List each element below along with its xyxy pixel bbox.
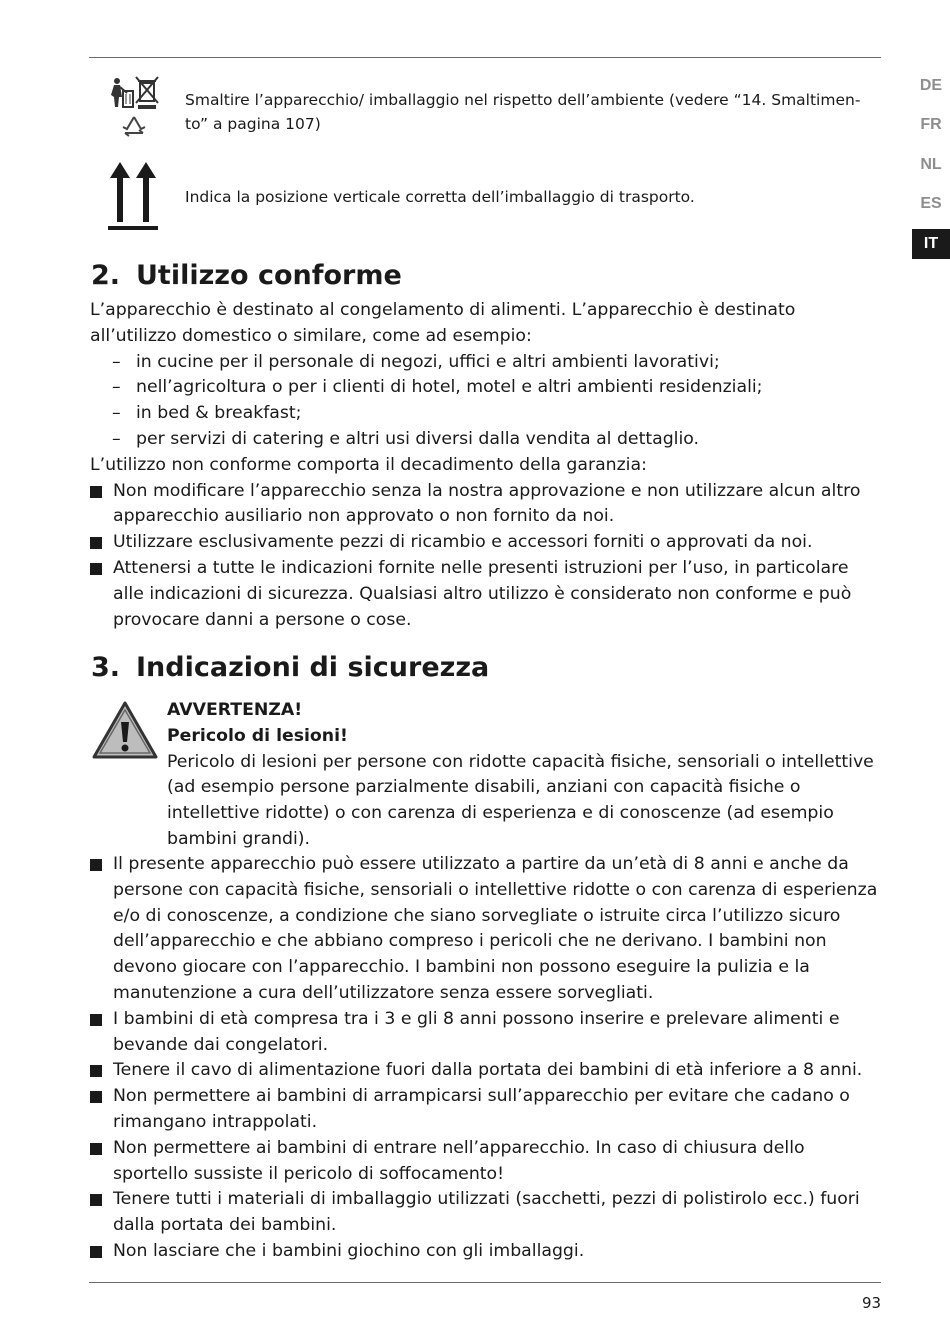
section-2-intro: L’apparecchio è destinato al congelamento di alimenti. L’apparecchio è destinato all’utilizzo domestico o similare, come ad esempio:	[90, 300, 796, 346]
square-bullet-icon	[90, 1014, 102, 1026]
warning-triangle-icon	[91, 700, 159, 760]
bullet-text: Non permettere ai bambini di arrampicarsi sull’apparecchio per evitare che cadano o rimangano intrappolati.	[113, 1086, 850, 1132]
bullet-item	[90, 530, 880, 556]
square-bullet-icon	[90, 537, 102, 549]
lang-tab-nl[interactable]: NL	[920, 156, 942, 173]
dash-item: – per servizi di catering e altri usi diversi dalla vendita al dettaglio.	[90, 427, 880, 453]
dash-item: – nell’agricoltura o per i clienti di hotel, motel e altri ambienti residenziali;	[90, 375, 880, 401]
square-bullet-icon	[90, 1065, 102, 1077]
bullet-item	[90, 1007, 880, 1059]
bullet-item	[90, 1058, 880, 1084]
warning-block	[167, 698, 887, 853]
square-bullet-icon	[90, 563, 102, 575]
section-2-number: 2.	[91, 260, 121, 291]
lang-tab-de[interactable]: DE	[919, 77, 943, 94]
warning-subtitle: Pericolo di lesioni!	[167, 725, 348, 746]
disposal-note-line-2: to” a pagina 107)	[185, 115, 321, 133]
section-3-heading	[91, 652, 489, 683]
bottom-rule	[89, 1282, 881, 1283]
warranty-note: L’utilizzo non conforme comporta il decadimento della garanzia:	[90, 454, 647, 475]
square-bullet-icon	[90, 1091, 102, 1103]
square-bullet-icon	[90, 1143, 102, 1155]
warning-text: Pericolo di lesioni per persone con ridotte capacità fisiche, sensoriali o intellettive (ad esempio persone parzialmente disabili, anziani con capacità fisiche o intellettive ridotte) o con carenza di esperienza e di conoscenze (ad esempio bambini grandi).	[167, 751, 874, 849]
bullet-item	[90, 479, 880, 531]
square-bullet-icon	[90, 486, 102, 498]
bullet-item	[90, 1136, 880, 1188]
disposal-note-line-1: Smaltire l’apparecchio/ imballaggio nel rispetto dell’ambiente (vedere “14. Smaltimen-	[185, 91, 861, 109]
this-way-up-arrows-icon	[108, 160, 158, 232]
bullet-text: Attenersi a tutte le indicazioni fornite nelle presenti istruzioni per l’uso, in particolare alle indicazioni di sicurezza. Qualsiasi altro utilizzo è considerato non conforme e può provocare danni a persone o cose.	[113, 557, 852, 630]
bullet-text: Tenere il cavo di alimentazione fuori dalla portata dei bambini di età inferiore a 8 anni.	[113, 1060, 863, 1081]
bullet-item	[90, 1084, 880, 1136]
section-2-heading	[91, 260, 402, 291]
upright-position-note: Indica la posizione verticale corretta dell’imballaggio di trasporto.	[185, 188, 695, 206]
section-3-title: Indicazioni di sicurezza	[136, 652, 490, 683]
page-number: 93	[862, 1294, 882, 1312]
section-3-body	[90, 852, 880, 1265]
bullet-item	[90, 556, 880, 633]
recycling-disposal-icon	[105, 75, 163, 145]
dash-item: – in bed & breakfast;	[90, 401, 880, 427]
dash-item: – in cucine per il personale di negozi, uffici e altri ambienti lavorativi;	[90, 350, 880, 376]
bullet-item	[90, 1239, 880, 1265]
lang-tab-fr[interactable]: FR	[920, 116, 942, 133]
bullet-text: Tenere tutti i materiali di imballaggio utilizzati (sacchetti, pezzi di polistirolo ecc.) fuori dalla portata dei bambini.	[113, 1189, 860, 1236]
bullet-text: I bambini di età compresa tra i 3 e gli 8 anni possono inserire e prelevare alimenti e bevande dai congelatori.	[113, 1008, 840, 1055]
bullet-text: Utilizzare esclusivamente pezzi di ricambio e accessori forniti o approvati da noi.	[113, 532, 813, 553]
square-bullet-icon	[90, 859, 102, 871]
disposal-note	[185, 88, 860, 136]
square-bullet-icon	[90, 1246, 102, 1258]
bullet-text: Non modificare l’apparecchio senza la nostra approvazione e non utilizzare alcun altro apparecchio ausiliario non approvato o non fornito da noi.	[113, 480, 861, 527]
square-bullet-icon	[90, 1194, 102, 1206]
lang-tab-it[interactable]: IT	[912, 229, 950, 259]
section-2-body	[90, 298, 880, 633]
bullet-item	[90, 852, 880, 1007]
bullet-item	[90, 1187, 880, 1239]
warning-label: AVVERTENZA!	[167, 700, 303, 720]
lang-tab-es[interactable]: ES	[920, 195, 942, 212]
section-2-title: Utilizzo conforme	[136, 260, 402, 291]
bullet-text: Il presente apparecchio può essere utilizzato a partire da un’età di 8 anni e anche da persone con capacità fisiche, sensoriali o intellettive ridotte o con carenza di esperienza e/o di conoscenze, a condizione che siano sorvegliate o istruite circa l’utilizzo sicuro dell’apparecchio e che abbiano compreso i pericoli che ne derivano. I bambini non devono giocare con l’apparecchio. I bambini non possono eseguire la pulizia e la manutenzione a cura dell’utilizzatore senza essere sorvegliati.	[113, 854, 878, 1003]
top-rule	[89, 57, 881, 58]
section-3-number: 3.	[91, 652, 121, 683]
bullet-text: Non lasciare che i bambini giochino con gli imballaggi.	[113, 1240, 585, 1261]
bullet-text: Non permettere ai bambini di entrare nell’apparecchio. In caso di chiusura dello sportello sussiste il pericolo di soffocamento!	[113, 1137, 805, 1184]
